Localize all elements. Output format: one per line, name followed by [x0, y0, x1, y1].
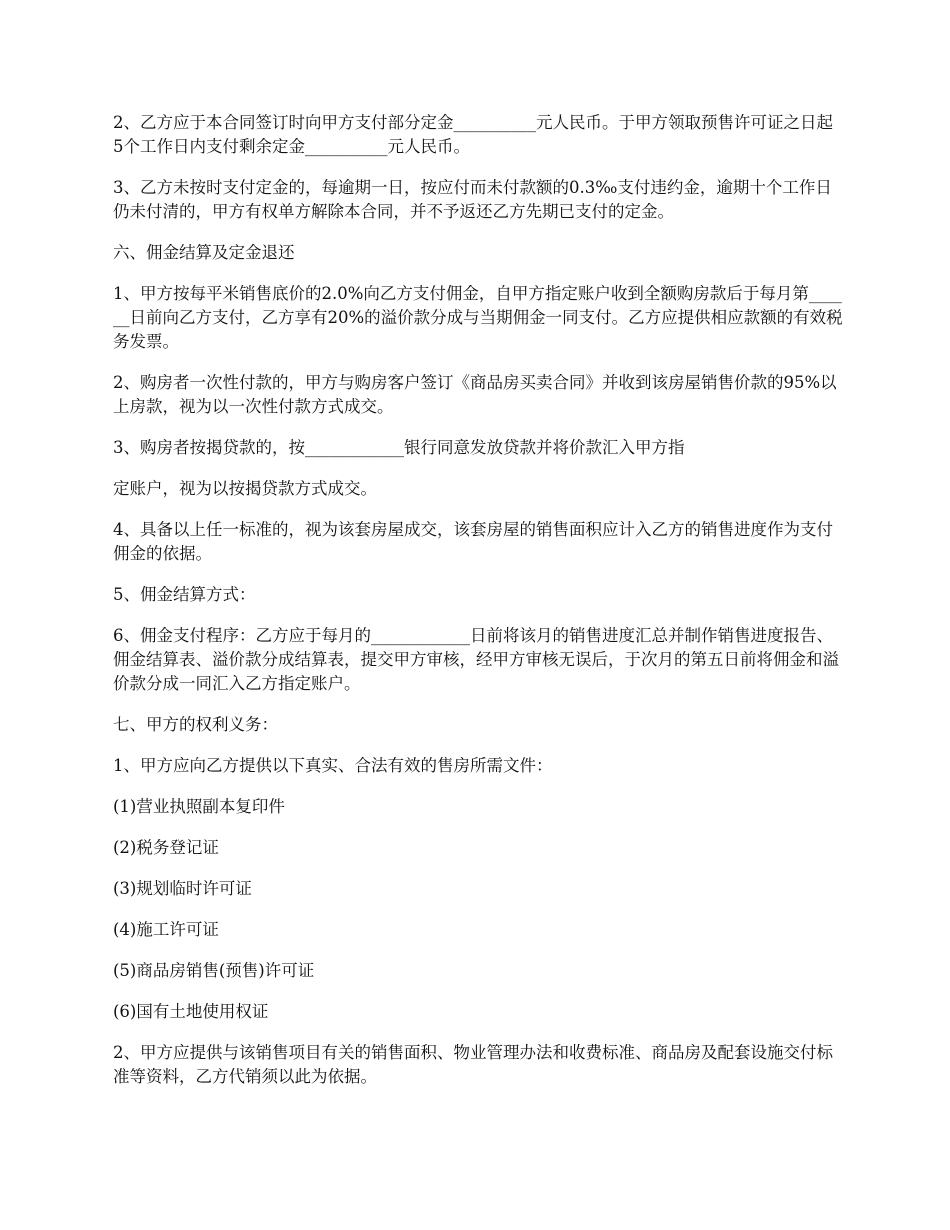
section-heading-party-a-rights: 七、甲方的权利义务： — [113, 715, 278, 734]
list-item-business-license: (1)营业执照副本复印件 — [113, 797, 285, 816]
paragraph-payment-procedure: 6、佣金支付程序：乙方应于每月的____________日前将该月的销售进度汇总并制作销售进度报告、佣金结算表、溢价款分成结算表，提交甲方审核，经甲方审核无误后，于次月的第五日前将佣金和溢价款分成一同汇入乙方指定账户。 — [113, 626, 839, 693]
paragraph-settlement-method: 5、佣金结算方式： — [113, 585, 256, 604]
section-heading-commission: 六、佣金结算及定金退还 — [113, 243, 295, 262]
list-item-presale-permit: (5)商品房销售(预售)许可证 — [113, 961, 315, 980]
list-item-land-use-certificate: (6)国有土地使用权证 — [113, 1002, 269, 1021]
list-item-planning-permit: (3)规划临时许可证 — [113, 879, 252, 898]
paragraph-late-deposit-penalty: 3、乙方未按时支付定金的，每逾期一日，按应付而未付款额的0.3‰支付违约金，逾期十个工作日仍未付清的，甲方有权单方解除本合同，并不予返还乙方先期已支付的定金。 — [113, 178, 832, 221]
paragraph-mortgage-payment: 3、购房者按揭贷款的，按____________银行同意发放贷款并将价款汇入甲方指 — [113, 438, 685, 457]
paragraph-deal-criteria: 4、具备以上任一标准的，视为该套房屋成交，该套房屋的销售面积应计入乙方的销售进度作为支付佣金的依据。 — [113, 520, 833, 563]
paragraph-deposit-payment: 2、乙方应于本合同签订时向甲方支付部分定金__________元人民币。于甲方领取预售许可证之日起5个工作日内支付剩余定金__________元人民币。 — [113, 113, 833, 156]
paragraph-commission-rate: 1、甲方按每平米销售底价的2.0%向乙方支付佣金，自甲方指定账户收到全额购房款后于每月第______日前向乙方支付，乙方享有20%的溢价款分成与当期佣金一同支付。乙方应提供相应款额的有效税务发票。 — [113, 284, 843, 351]
paragraph-mortgage-payment-cont: 定账户，视为以按揭贷款方式成交。 — [113, 479, 377, 498]
list-item-construction-permit: (4)施工许可证 — [113, 920, 219, 939]
list-item-tax-registration: (2)税务登记证 — [113, 838, 219, 857]
paragraph-lump-sum-payment: 2、购房者一次性付款的，甲方与购房客户签订《商品房买卖合同》并收到该房屋销售价款的95%以上房款，视为以一次性付款方式成交。 — [113, 373, 837, 416]
document-body — [113, 111, 843, 1106]
paragraph-project-materials: 2、甲方应提供与该销售项目有关的销售面积、物业管理办法和收费标准、商品房及配套设施交付标准等资料，乙方代销须以此为依据。 — [113, 1043, 833, 1086]
paragraph-required-documents: 1、甲方应向乙方提供以下真实、合法有效的售房所需文件： — [113, 756, 553, 775]
